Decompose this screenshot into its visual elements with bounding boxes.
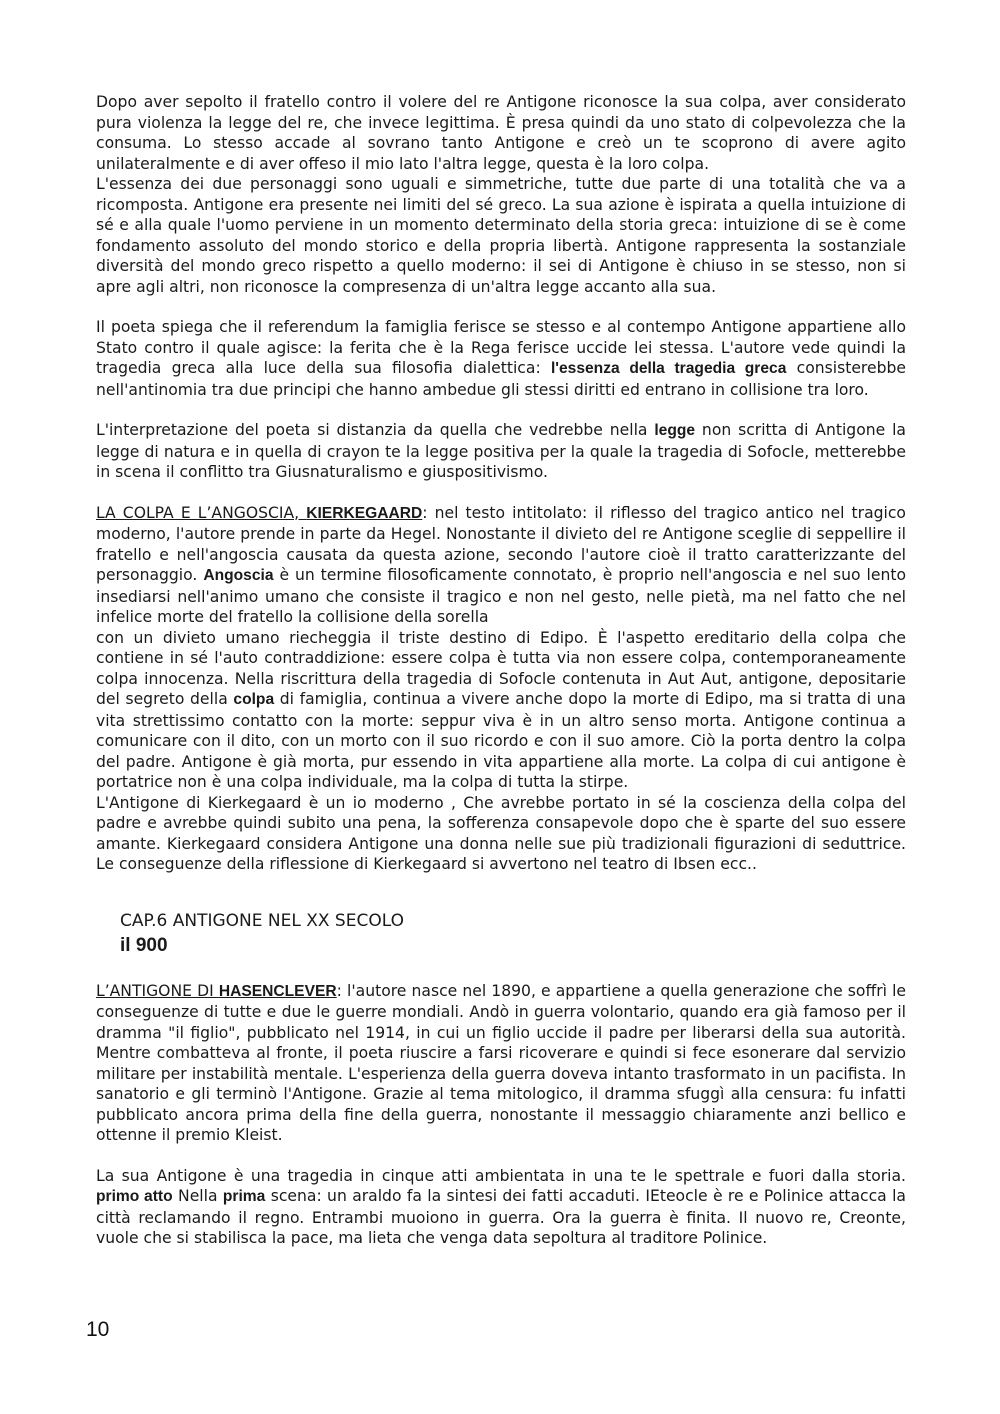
paragraph-text: consisterebbe nell'antinomia tra due principi che hanno ambedue gli stessi diritti ed entrano in collisione tra loro. (96, 359, 906, 399)
paragraph-text: Il poeta spiega che il referendum la famiglia ferisce se stesso e al contempo Antigone appartiene allo Stato contro il quale agisce: la ferita che è la Rega ferisce uccide lei stessa. L'autore vede quindi la tragedia greca alla luce della sua filosofia dialettica: (96, 318, 906, 377)
paragraph-text: di famiglia, continua a vivere anche dopo la morte di Edipo, ma si tratta di una vita strettissimo contatto con la morte: seppur viva è in un altro senso morta. Antigone continua a comunicare con il dito, con un morto con il suo ricordo e con il suo amore. Ciò la porta dentro la colpa del padre. Antigone è già morta, pur essendo in vita appartiene alla morte. La colpa di cui antigone è portatrice non è una colpa individuale, ma la colpa di tutta la stirpe. (96, 690, 906, 791)
chapter-subtitle: il 900 (120, 934, 168, 956)
bold-text: colpa (233, 691, 275, 708)
paragraph (96, 92, 906, 297)
page-number: 10 (86, 1318, 110, 1341)
paragraph-text: Nella (172, 1187, 223, 1205)
paragraph (96, 1166, 906, 1249)
bold-text: prima (222, 1188, 266, 1205)
bold-text: l'essenza della tragedia greca (550, 360, 787, 377)
paragraph-text: L'interpretazione del poeta si distanzia da quella che vedrebbe nella (96, 421, 655, 439)
paragraph-text: scena: un araldo fa la sintesi dei fatti accaduti. IEteocle è re e Polinice attacca la città reclamando il regno. Entrambi muoiono in guerra. Ora la guerra è finita. Il nuovo re, Creonte, vuole che si stabilisca la pace, ma lieta che venga data sepoltura al traditore Polinice. (96, 1187, 906, 1247)
chapter-title: CAP.6 ANTIGONE NEL XX SECOLO (120, 910, 404, 931)
paragraph-text: : nel testo intitolato: il riflesso del tragico antico nel tragico moderno, l'autore prende in parte da Hegel. Nonostante il divieto del re Antigone sceglie di seppellire il fratello e nell'angoscia causata da questa azione, secondo l'autore cioè il tratto caratterizzante del personaggio. (96, 503, 906, 584)
section-heading: LA COLPA E L’ANGOSCIA, (96, 503, 307, 522)
document-body (96, 92, 906, 1249)
paragraph-text: è un termine filosoficamente connotato, è proprio nell'angoscia e nel suo lento insediarsi nell'animo umano che consiste il tragico e non nel gesto, nelle pietà, ma nel fatto che nel infelice morte del fratello la collisione della sorella (96, 566, 906, 626)
section-heading-bold: HASENCLEVER (218, 982, 337, 1000)
paragraph-text: Dopo aver sepolto il fratello contro il volere del re Antigone riconosce la sua colpa, aver considerato pura violenza la legge del re, che invece legittima. È presa quindi da uno stato di colpevolezza che la consuma. Lo stesso accade al sovrano tanto Antigone e creò un te scoprono di avere agito unilateralmente e di aver offeso il mio lato l'altra legge, questa è la loro colpa. (96, 93, 906, 173)
paragraph-text: L'Antigone di Kierkegaard è un io moderno , Che avrebbe portato in sé la coscienza della colpa del padre e avrebbe quindi subito una pena, la sofferenza consapevole dopo che è sparte del suo essere amante. Kierkegaard considera Antigone una donna nelle sue più tradizionali figurazioni di seduttrice. Le conseguenze della riflessione di Kierkegaard si avvertono nel teatro di Ibsen ecc.. (96, 793, 906, 873)
paragraph (96, 981, 906, 1146)
section-heading: L’ANTIGONE DI (96, 981, 219, 1000)
bold-text: Angoscia (203, 567, 274, 584)
section-heading-bold: KIERKEGAARD (306, 504, 423, 522)
paragraph (96, 503, 906, 875)
paragraph-text: La sua Antigone è una tragedia in cinque atti ambientata in una te le spettrale e fuori dalla storia. (96, 1166, 906, 1185)
bold-text: legge (654, 422, 696, 439)
paragraph-text: L'essenza dei due personaggi sono uguali e simmetriche, tutte due parte di una totalità che va a ricomposta. Antigone era presente nei limiti del sé greco. La sua azione è ispirata a quella intuizione di sé e alla quale l'uomo perviene in un momento determinato della storia greca: intuizione di se è come fondamento assoluto del mondo storico e della propria libertà. Antigone rappresenta la sostanziale diversità del mondo greco rispetto a quello moderno: il sei di Antigone è chiuso in se stesso, non si apre agli altri, non riconosce la compresenza di un'altra legge accanto alla sua. (96, 175, 906, 296)
paragraph (96, 420, 906, 483)
paragraph (96, 317, 906, 400)
bold-text: primo atto (96, 1188, 173, 1205)
paragraph-text: : l'autore nasce nel 1890, e appartiene a quella generazione che soffrì le conseguenze di tutte e due le guerre mondiali. Andò in guerra volontario, quando era già famoso per il dramma "il figlio", pubblicato nel 1914, in cui un figlio uccide il padre per liberarsi della sua autorità. Mentre combatteva al fronte, il poeta riuscire a farsi ricoverare e quindi si fece esonerare dal servizio militare per instabilità mentale. L'esperienza della guerra doveva intanto trasformato in un pacifista. In sanatorio e gli terminò l'Antigone. Grazie al tema mitologico, il dramma sfuggì alla censura: fu infatti pubblicato ancora prima della fine della guerra, nonostante il messaggio chiaramente anzi bellico e ottenne il premio Kleist. (96, 981, 906, 1144)
paragraph-text: non scritta di Antigone la legge di natura e in quella di crayon te la legge positiva per la quale la tragedia di Sofocle, metterebbe in scena il conflitto tra Giusnaturalismo e giuspositivismo. (96, 421, 906, 481)
paragraph-text: con un divieto umano riecheggia il triste destino di Edipo. È l'aspetto ereditario della colpa che contiene in sé l'auto contraddizione: essere colpa è tutta via non essere colpa, contemporaneamente colpa innocenza. Nella riscrittura della tragedia di Sofocle contenuta in Aut Aut, antigone, depositarie del segreto della (96, 628, 906, 708)
